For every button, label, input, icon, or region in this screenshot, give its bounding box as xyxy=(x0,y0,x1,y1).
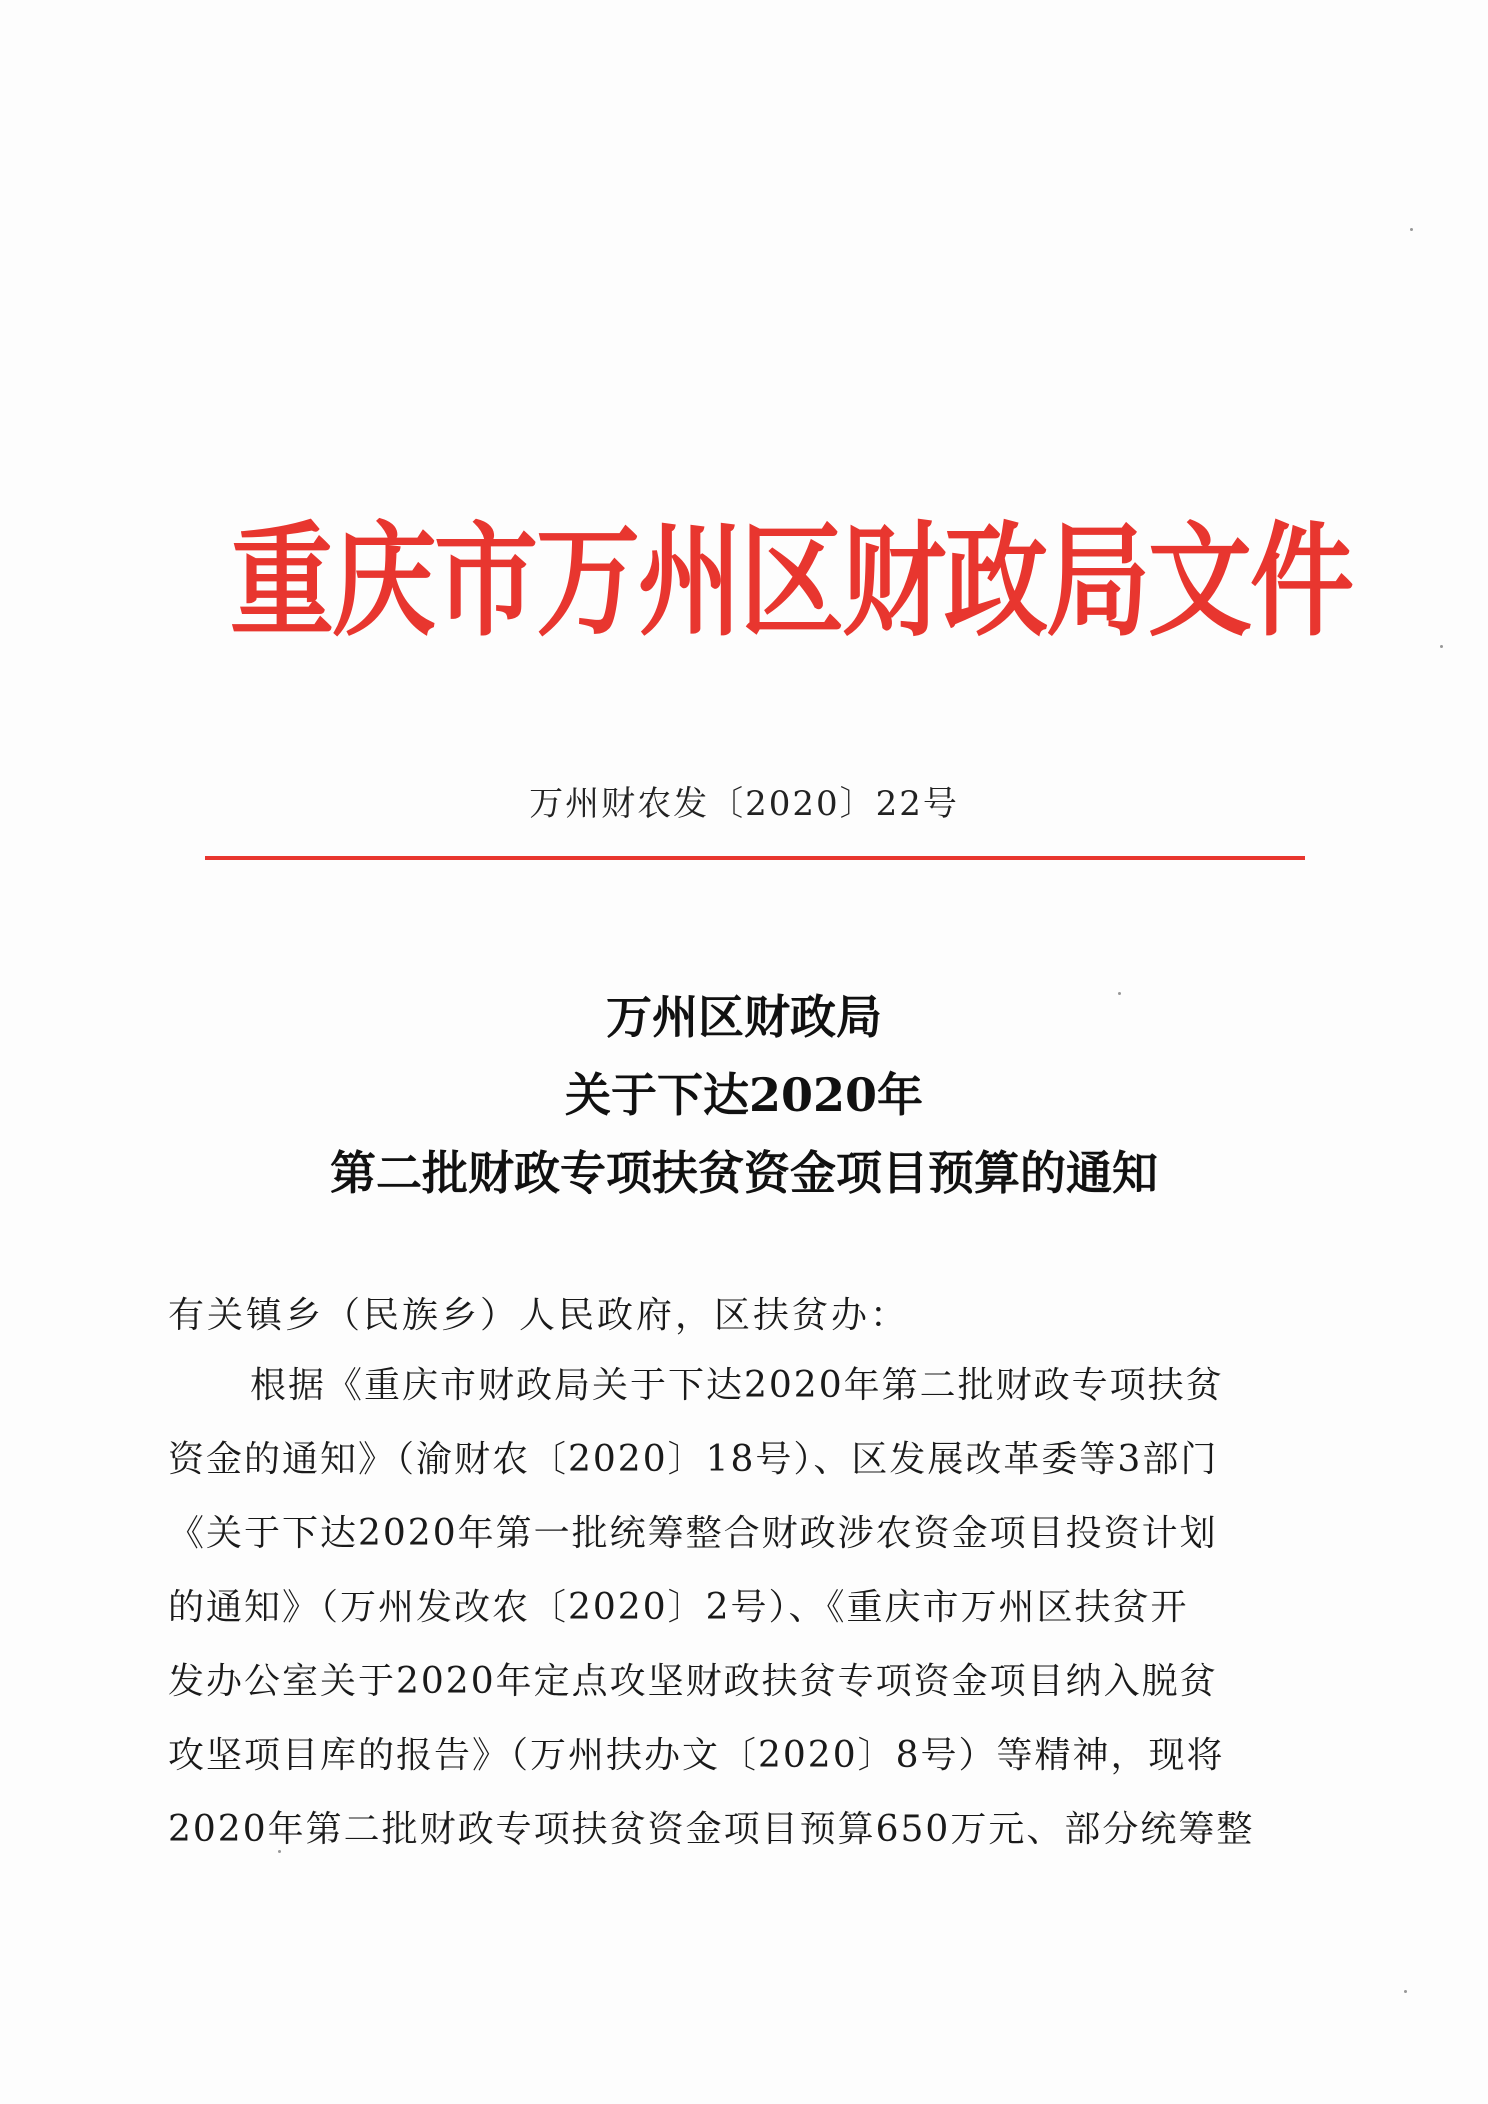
scan-speck xyxy=(1410,228,1413,231)
body-line-7: 2020年第二批财政专项扶贫资金项目预算650万元、部分统筹整 xyxy=(168,1809,1255,1850)
body-line-2: 资金的通知》（渝财农〔2020〕18号）、区发展改革委等3部门 xyxy=(168,1439,1219,1480)
body-line-1: 根据《重庆市财政局关于下达2020年第二批财政专项扶贫 xyxy=(250,1365,1224,1406)
body-line-5: 发办公室关于2020年定点攻坚财政扶贫专项资金项目纳入脱贫 xyxy=(168,1661,1218,1702)
title-line-2: 关于下达2020年 xyxy=(564,1068,924,1122)
title-line-3: 第二批财政专项扶贫资金项目预算的通知 xyxy=(330,1146,1158,1200)
body-line-4: 的通知》（万州发改农〔2020〕2号）、《重庆市万州区扶贫开 xyxy=(168,1587,1189,1628)
scan-speck xyxy=(1404,1990,1407,1993)
body-text xyxy=(168,1362,1318,1880)
document-masthead: 重庆市万州区财政局文件 xyxy=(230,508,1353,654)
scan-speck xyxy=(1118,992,1121,995)
document-number: 万州财农发〔2020〕22号 xyxy=(529,784,959,824)
body-line-6: 攻坚项目库的报告》（万州扶办文〔2020〕8号）等精神，现将 xyxy=(168,1735,1225,1776)
title-line-1: 万州区财政局 xyxy=(606,990,882,1044)
scan-speck xyxy=(278,1850,281,1853)
body-line-3: 《关于下达2020年第一批统筹整合财政涉农资金项目投资计划 xyxy=(168,1513,1218,1554)
salutation: 有关镇乡（民族乡）人民政府，区扶贫办： xyxy=(168,1295,910,1336)
scan-speck xyxy=(1440,645,1443,648)
notice-title xyxy=(0,978,1488,1212)
red-divider-line xyxy=(205,856,1305,860)
